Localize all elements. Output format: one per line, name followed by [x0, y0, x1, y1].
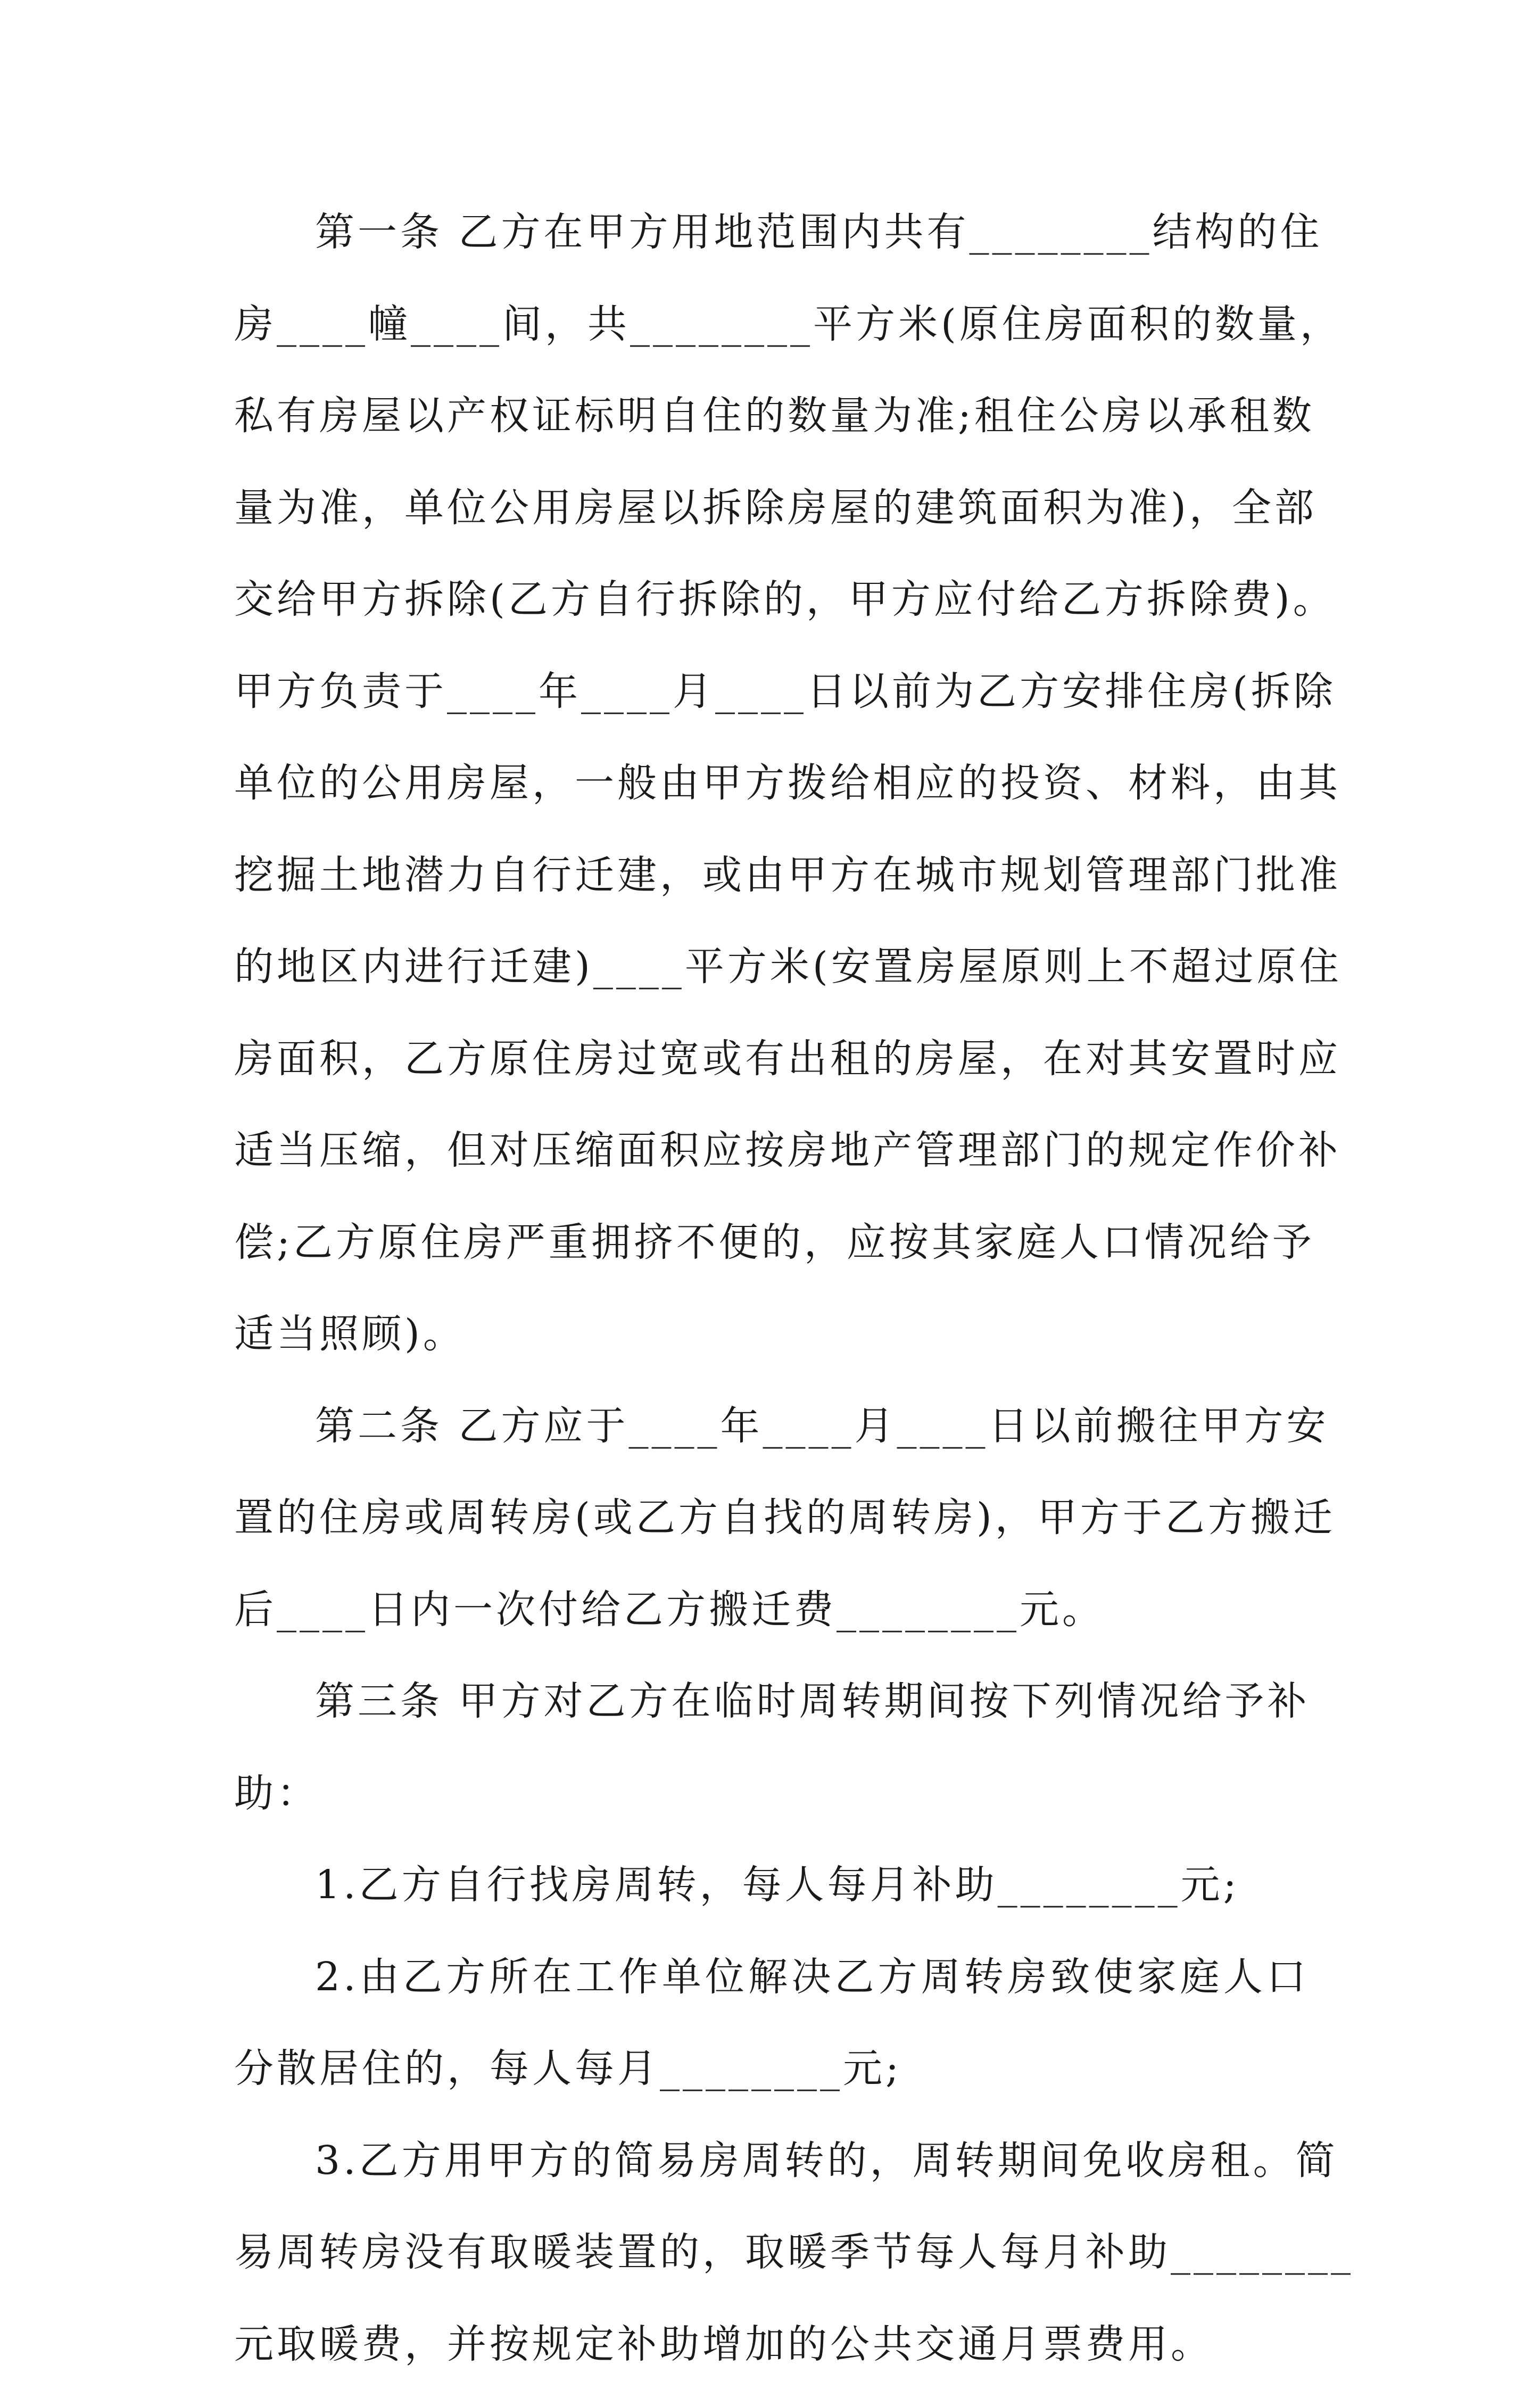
article-1-line-11: 适当压缩，但对压缩面积应按房地产管理部门的规定作价补 — [234, 1105, 1309, 1197]
article-1-line-12: 偿;乙方原住房严重拥挤不便的，应按其家庭人口情况给予 — [234, 1197, 1309, 1289]
article-1-line-3: 私有房屋以产权证标明自住的数量为准;租住公房以承租数 — [234, 370, 1309, 462]
list-item-1: 1.乙方自行找房周转，每人每月补助________元; — [234, 1839, 1309, 1931]
document-body — [234, 186, 1309, 2390]
article-1-line-5: 交给甲方拆除(乙方自行拆除的，甲方应付给乙方拆除费)。 — [234, 554, 1309, 646]
article-3-line-1: 第三条 甲方对乙方在临时周转期间按下列情况给予补 — [234, 1655, 1309, 1748]
article-1-line-9: 的地区内进行迁建)____平方米(安置房屋原则上不超过原住 — [234, 921, 1309, 1013]
article-1-line-6: 甲方负责于____年____月____日以前为乙方安排住房(拆除 — [234, 646, 1309, 738]
article-2-line-3: 后____日内一次付给乙方搬迁费________元。 — [234, 1564, 1309, 1656]
list-item-3-line-2: 易周转房没有取暖装置的，取暖季节每人每月补助________ — [234, 2206, 1309, 2298]
article-2-line-2: 置的住房或周转房(或乙方自找的周转房)，甲方于乙方搬迁 — [234, 1472, 1309, 1564]
list-item-3-line-1: 3.乙方用甲方的简易房周转的，周转期间免收房租。简 — [234, 2115, 1309, 2207]
list-item-2-line-2: 分散居住的，每人每月________元; — [234, 2023, 1309, 2115]
list-item-3-line-3: 元取暖费，并按规定补助增加的公共交通月票费用。 — [234, 2298, 1309, 2390]
article-1-line-4: 量为准，单位公用房屋以拆除房屋的建筑面积为准)，全部 — [234, 462, 1309, 554]
article-3-line-2: 助： — [234, 1748, 1309, 1840]
article-2-line-1: 第二条 乙方应于____年____月____日以前搬往甲方安 — [234, 1380, 1309, 1472]
article-1-line-1: 第一条 乙方在甲方用地范围内共有________结构的住 — [234, 186, 1309, 278]
list-item-2-line-1: 2.由乙方所在工作单位解决乙方周转房致使家庭人口 — [234, 1931, 1309, 2023]
article-1-line-8: 挖掘土地潜力自行迁建，或由甲方在城市规划管理部门批准 — [234, 829, 1309, 921]
article-1-line-10: 房面积，乙方原住房过宽或有出租的房屋，在对其安置时应 — [234, 1013, 1309, 1105]
article-1-line-13: 适当照顾)。 — [234, 1288, 1309, 1380]
article-1-line-7: 单位的公用房屋，一般由甲方拨给相应的投资、材料，由其 — [234, 737, 1309, 829]
article-1-line-2: 房____幢____间，共________平方米(原住房面积的数量， — [234, 278, 1309, 370]
